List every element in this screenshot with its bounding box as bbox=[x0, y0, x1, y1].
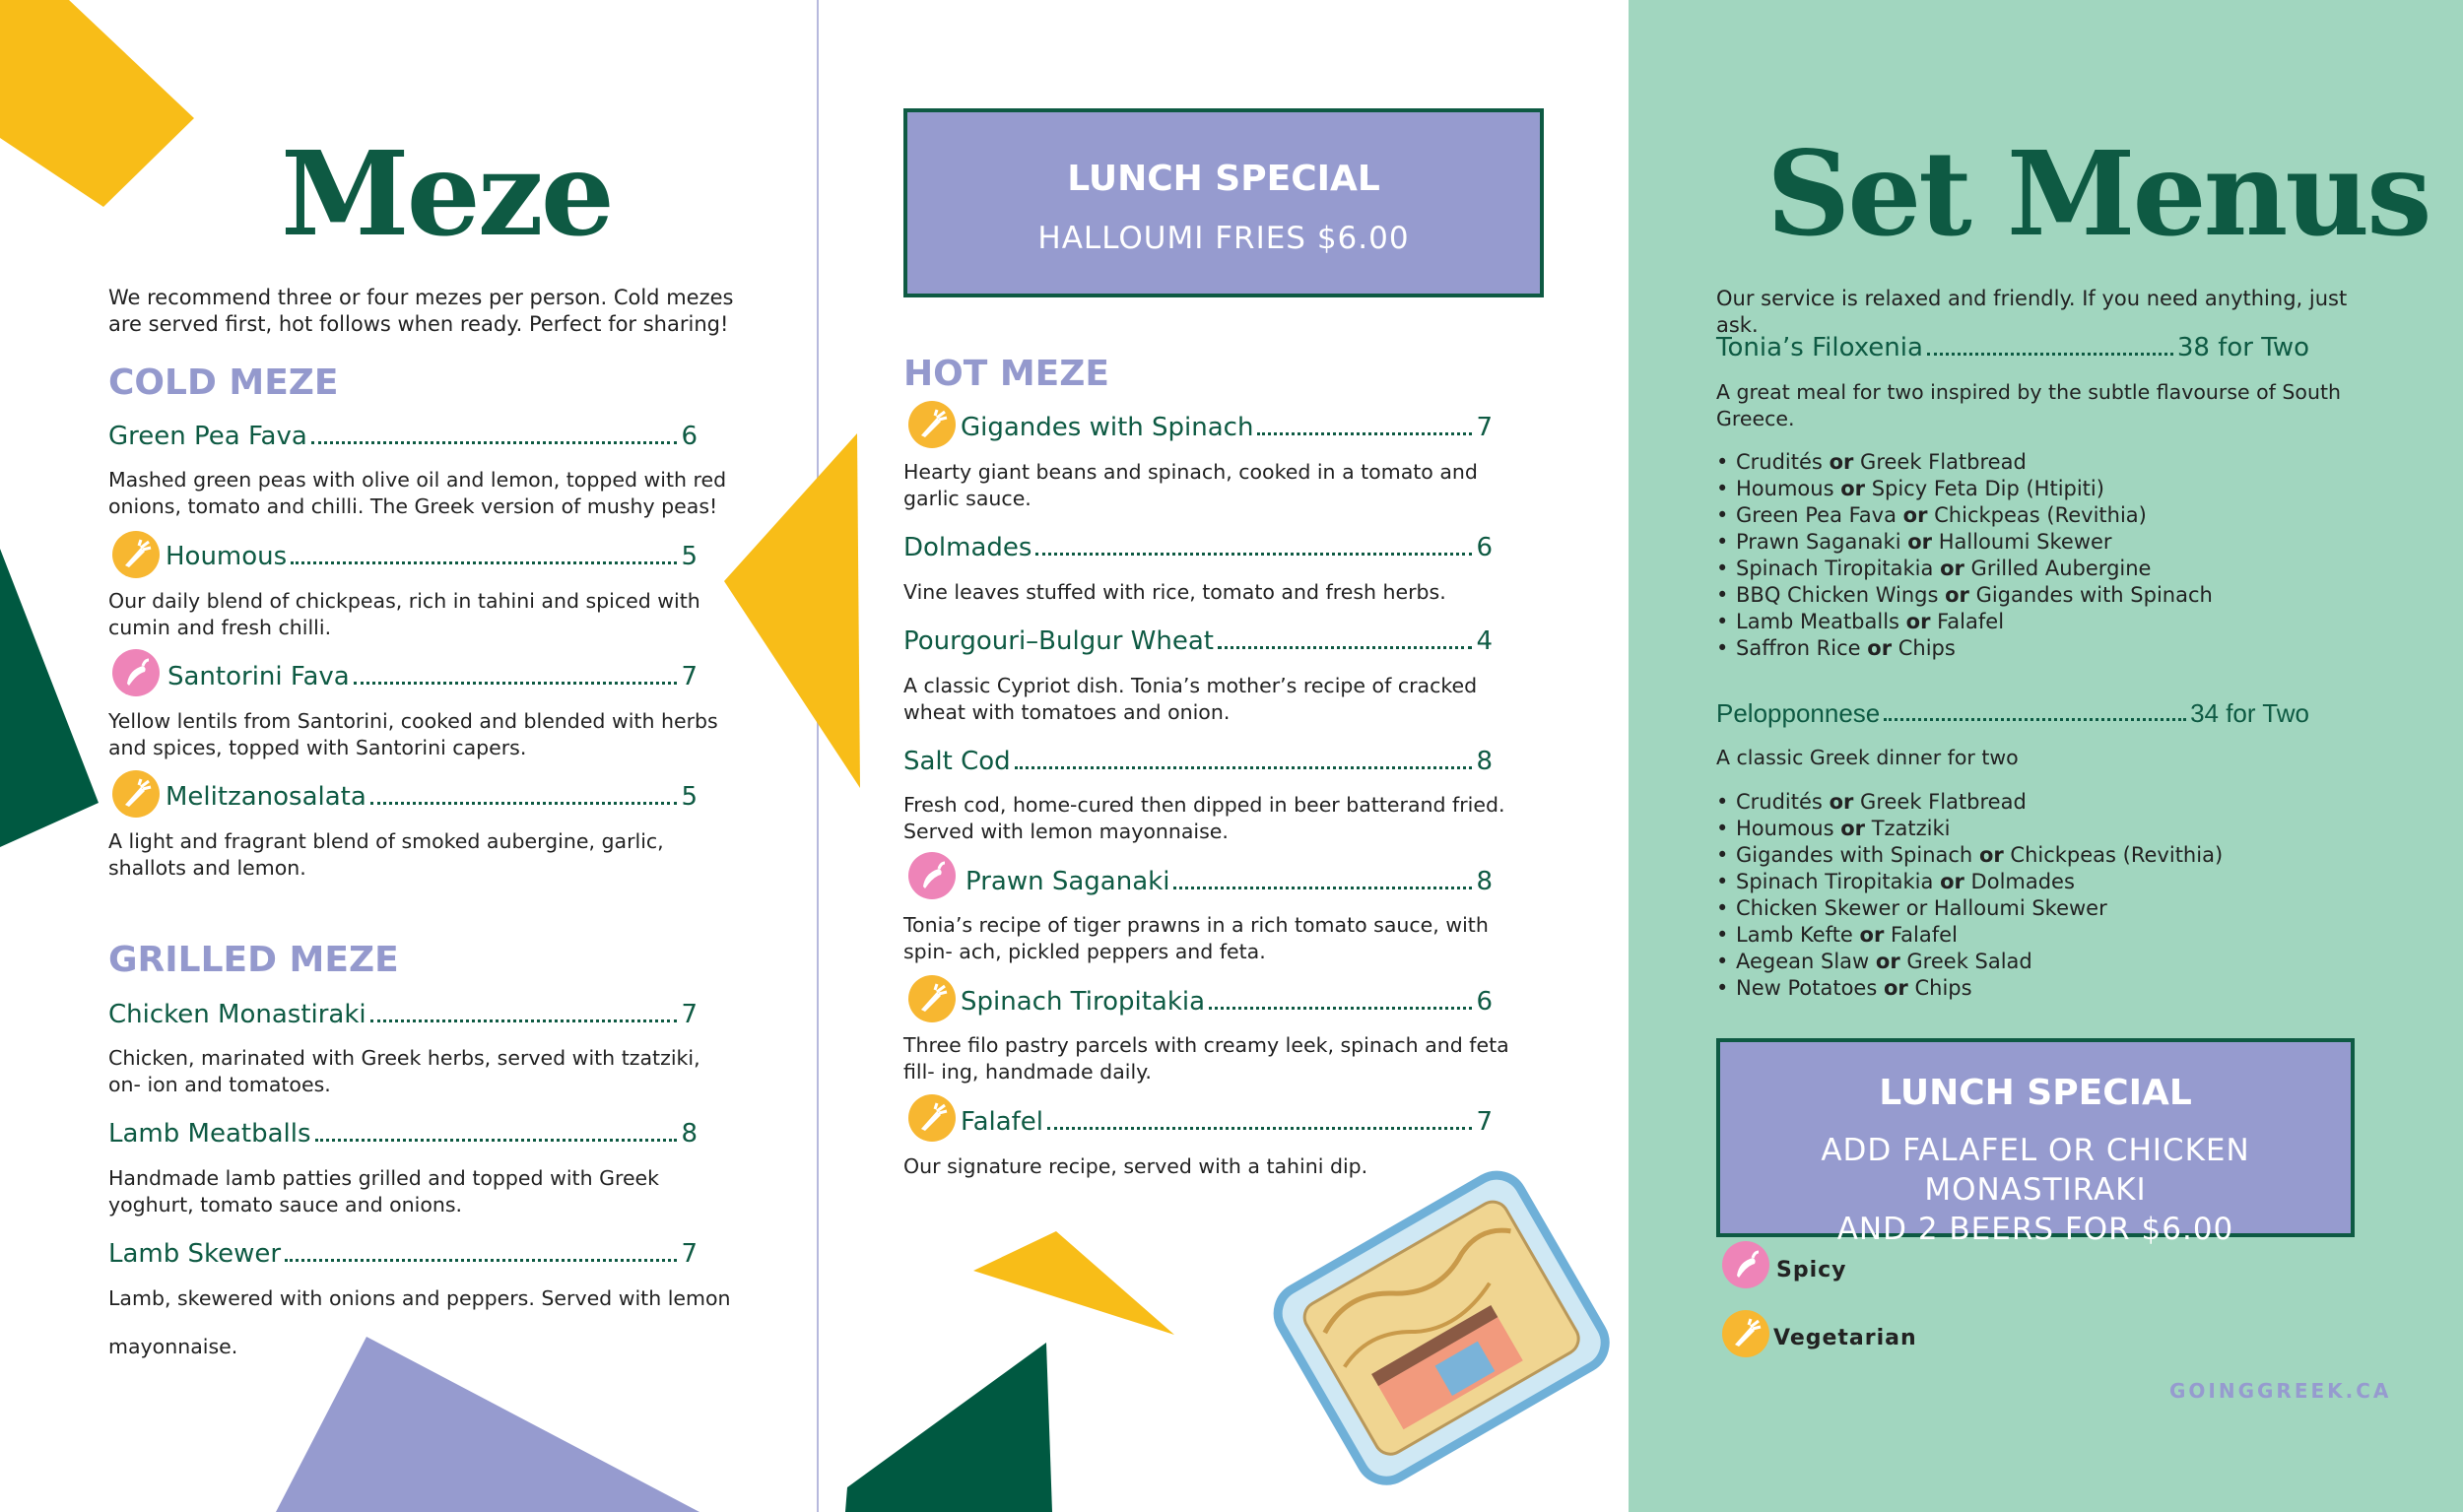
set-menu-price: 34 for Two bbox=[2190, 698, 2309, 728]
list-item: • Saffron Rice or Chips bbox=[1716, 635, 2366, 662]
list-item: • Lamb Meatballs or Falafel bbox=[1716, 609, 2366, 635]
list-item: • Houmous or Spicy Feta Dip (Htipiti) bbox=[1716, 476, 2366, 502]
item-description: Tonia’s recipe of tiger prawns in a rich tomato sauce, with spin- ach, pickled peppers and feta. bbox=[903, 913, 1489, 963]
set-menu-name: Tonia’s Filoxenia bbox=[1716, 333, 1923, 362]
vegetarian-icon bbox=[112, 531, 160, 578]
lunch-special-text: HALLOUMI FRIES $6.00 bbox=[1037, 221, 1410, 256]
vegetarian-icon bbox=[908, 1094, 956, 1142]
list-item: • New Potatoes or Chips bbox=[1716, 975, 2366, 1002]
item-price: 7 bbox=[681, 1000, 698, 1029]
set-menu-pelopponnese-list bbox=[1716, 789, 2366, 1002]
set-menu-filoxenia-list bbox=[1716, 449, 2366, 662]
list-item: • Spinach Tiropitakia or Dolmades bbox=[1716, 869, 2366, 895]
item-name: Chicken Monastiraki bbox=[108, 1000, 366, 1029]
list-item: • Houmous or Tzatziki bbox=[1716, 816, 2366, 842]
yellow-shape-bottom-center bbox=[973, 1231, 1174, 1335]
menu-item-salt-cod bbox=[903, 747, 1493, 776]
item-name: Green Pea Fava bbox=[108, 422, 307, 451]
item-price: 7 bbox=[1476, 1107, 1493, 1137]
item-price: 5 bbox=[681, 782, 698, 812]
cold-meze-heading: COLD MEZE bbox=[108, 362, 339, 403]
vegetarian-icon bbox=[908, 975, 956, 1022]
item-description: Yellow lentils from Santorini, cooked and blended with herbs and spices, topped with Santorini capers. bbox=[108, 709, 718, 759]
list-item: • Green Pea Fava or Chickpeas (Revithia) bbox=[1716, 502, 2366, 529]
item-price: 8 bbox=[681, 1119, 698, 1149]
menu-item-pourgouri-bulgur-wheat bbox=[903, 626, 1493, 656]
menu-item-lamb-meatballs bbox=[108, 1119, 698, 1149]
item-description: Lamb, skewered with onions and peppers. Served with lemon bbox=[108, 1286, 731, 1310]
item-name: Salt Cod bbox=[903, 747, 1011, 776]
menu-item-santorini-fava bbox=[167, 662, 698, 691]
page-title-meze: Meze bbox=[281, 125, 612, 262]
legend-vegetarian-label: Vegetarian bbox=[1773, 1326, 1917, 1350]
menu-item-green-pea-fava bbox=[108, 422, 698, 451]
item-name: Dolmades bbox=[903, 533, 1032, 562]
meze-intro: We recommend three or four mezes per person. Cold mezes are served first, hot follows when ready. Perfect for sharing! bbox=[108, 286, 734, 336]
item-name: Melitzanosalata bbox=[166, 782, 366, 812]
set-menu-description: A classic Greek dinner for two bbox=[1716, 746, 2019, 769]
menu-item-chicken-monastiraki bbox=[108, 1000, 698, 1029]
item-description: Our signature recipe, served with a tahini dip. bbox=[903, 1154, 1368, 1178]
item-price: 5 bbox=[681, 542, 698, 571]
item-price: 6 bbox=[1476, 987, 1493, 1017]
website-link[interactable]: GOINGGREEK.CA bbox=[2169, 1379, 2392, 1403]
list-item: • Lamb Kefte or Falafel bbox=[1716, 922, 2366, 949]
item-description: A light and fragrant blend of smoked aubergine, garlic, shallots and lemon. bbox=[108, 829, 664, 880]
legend-spicy-label: Spicy bbox=[1776, 1258, 1847, 1282]
item-description: Chicken, marinated with Greek herbs, served with tzatziki, on- ion and tomatoes. bbox=[108, 1046, 700, 1096]
list-item: • BBQ Chicken Wings or Gigandes with Spinach bbox=[1716, 582, 2366, 609]
item-name: Santorini Fava bbox=[167, 662, 350, 691]
vegetarian-icon bbox=[908, 401, 956, 448]
menu-item-spinach-tiropitakia bbox=[961, 987, 1493, 1017]
vegetarian-icon bbox=[112, 770, 160, 818]
lavender-shape-bottom-left bbox=[276, 1337, 699, 1512]
menu-item-lamb-skewer bbox=[108, 1239, 698, 1269]
item-price: 7 bbox=[681, 1239, 698, 1269]
item-description: Mashed green peas with olive oil and lemon, topped with red onions, tomato and chilli. The Greek version of mushy peas! bbox=[108, 468, 727, 518]
item-price: 6 bbox=[681, 422, 698, 451]
menu-item-melitzanosalata bbox=[166, 782, 698, 812]
lunch-special-title: LUNCH SPECIAL bbox=[1879, 1073, 2192, 1113]
spicy-icon bbox=[112, 649, 160, 696]
item-name: Gigandes with Spinach bbox=[961, 413, 1254, 442]
set-menu-description: A great meal for two inspired by the subtle flavourse of South Greece. bbox=[1716, 380, 2341, 430]
set-menu-price: 38 for Two bbox=[2176, 333, 2309, 362]
lunch-special-line-1: ADD FALAFEL OR CHICKEN MONASTIRAKI bbox=[1821, 1133, 2250, 1208]
item-price: 6 bbox=[1476, 533, 1493, 562]
list-item: • Prawn Saganaki or Halloumi Skewer bbox=[1716, 529, 2366, 556]
item-name: Pourgouri–Bulgur Wheat bbox=[903, 626, 1214, 656]
hot-meze-heading: HOT MEZE bbox=[903, 354, 1109, 394]
item-name: Spinach Tiropitakia bbox=[961, 987, 1206, 1017]
item-name: Lamb Meatballs bbox=[108, 1119, 311, 1149]
item-price: 7 bbox=[1476, 413, 1493, 442]
set-menus-intro: Our service is relaxed and friendly. If you need anything, just ask. bbox=[1716, 287, 2348, 337]
page-title-set-menus: Set Menus bbox=[1766, 125, 2430, 262]
item-price: 7 bbox=[681, 662, 698, 691]
item-description: A classic Cypriot dish. Tonia’s mother’s recipe of cracked wheat with tomatoes and onion. bbox=[903, 674, 1478, 724]
menu-item-gigandes-with-spinach bbox=[961, 413, 1493, 442]
set-menu-name: Pelopponnese bbox=[1716, 698, 1881, 728]
green-shape-bottom-center bbox=[845, 1343, 1052, 1512]
grilled-meze-heading: GRILLED MEZE bbox=[108, 940, 399, 980]
moussaka-illustration bbox=[1271, 1152, 1626, 1507]
item-description: Three filo pastry parcels with creamy leek, spinach and feta fill- ing, handmade daily. bbox=[903, 1033, 1509, 1084]
list-item: • Aegean Slaw or Greek Salad bbox=[1716, 949, 2366, 975]
menu-item-falafel bbox=[961, 1107, 1493, 1137]
lunch-special-title: LUNCH SPECIAL bbox=[1067, 159, 1380, 199]
item-price: 4 bbox=[1476, 626, 1493, 656]
item-name: Houmous bbox=[166, 542, 288, 571]
item-name: Lamb Skewer bbox=[108, 1239, 282, 1269]
item-price: 8 bbox=[1476, 747, 1493, 776]
lunch-special-line-2: AND 2 BEERS FOR $6.00 bbox=[1836, 1212, 2234, 1247]
list-item: • Crudités or Greek Flatbread bbox=[1716, 449, 2366, 476]
item-description: Our daily blend of chickpeas, rich in tahini and spiced with cumin and fresh chilli. bbox=[108, 589, 700, 639]
item-description: Fresh cod, home-cured then dipped in beer batterand fried. Served with lemon mayonnaise. bbox=[903, 793, 1505, 843]
list-item: • Gigandes with Spinach or Chickpeas (Revithia) bbox=[1716, 842, 2366, 869]
spicy-icon bbox=[908, 852, 956, 899]
item-name: Prawn Saganaki bbox=[965, 867, 1170, 896]
spicy-icon bbox=[1722, 1241, 1769, 1288]
item-description: Vine leaves stuffed with rice, tomato and fresh herbs. bbox=[903, 580, 1446, 604]
vegetarian-icon bbox=[1722, 1310, 1769, 1357]
menu-item-prawn-saganaki bbox=[965, 867, 1493, 896]
lunch-special-box-center bbox=[903, 108, 1544, 297]
item-price: 8 bbox=[1476, 867, 1493, 896]
menu-item-dolmades bbox=[903, 533, 1493, 562]
yellow-shape-top-left bbox=[0, 0, 194, 207]
set-menu-pelopponnese bbox=[1716, 698, 2309, 728]
lunch-special-box-right bbox=[1716, 1038, 2355, 1247]
item-name: Falafel bbox=[961, 1107, 1044, 1137]
yellow-shape-center bbox=[724, 433, 860, 788]
item-description: Hearty giant beans and spinach, cooked in a tomato and garlic sauce. bbox=[903, 460, 1478, 510]
item-description: Handmade lamb patties grilled and topped with Greek yoghurt, tomato sauce and onions. bbox=[108, 1166, 660, 1216]
menu-item-houmous bbox=[166, 542, 698, 571]
list-item: • Spinach Tiropitakia or Grilled Aubergine bbox=[1716, 556, 2366, 582]
set-menu-filoxenia bbox=[1716, 333, 2309, 362]
list-item: • Chicken Skewer or Halloumi Skewer bbox=[1716, 895, 2366, 922]
list-item: • Crudités or Greek Flatbread bbox=[1716, 789, 2366, 816]
green-shape-left bbox=[0, 549, 99, 847]
item-description-continued: mayonnaise. bbox=[108, 1335, 238, 1358]
